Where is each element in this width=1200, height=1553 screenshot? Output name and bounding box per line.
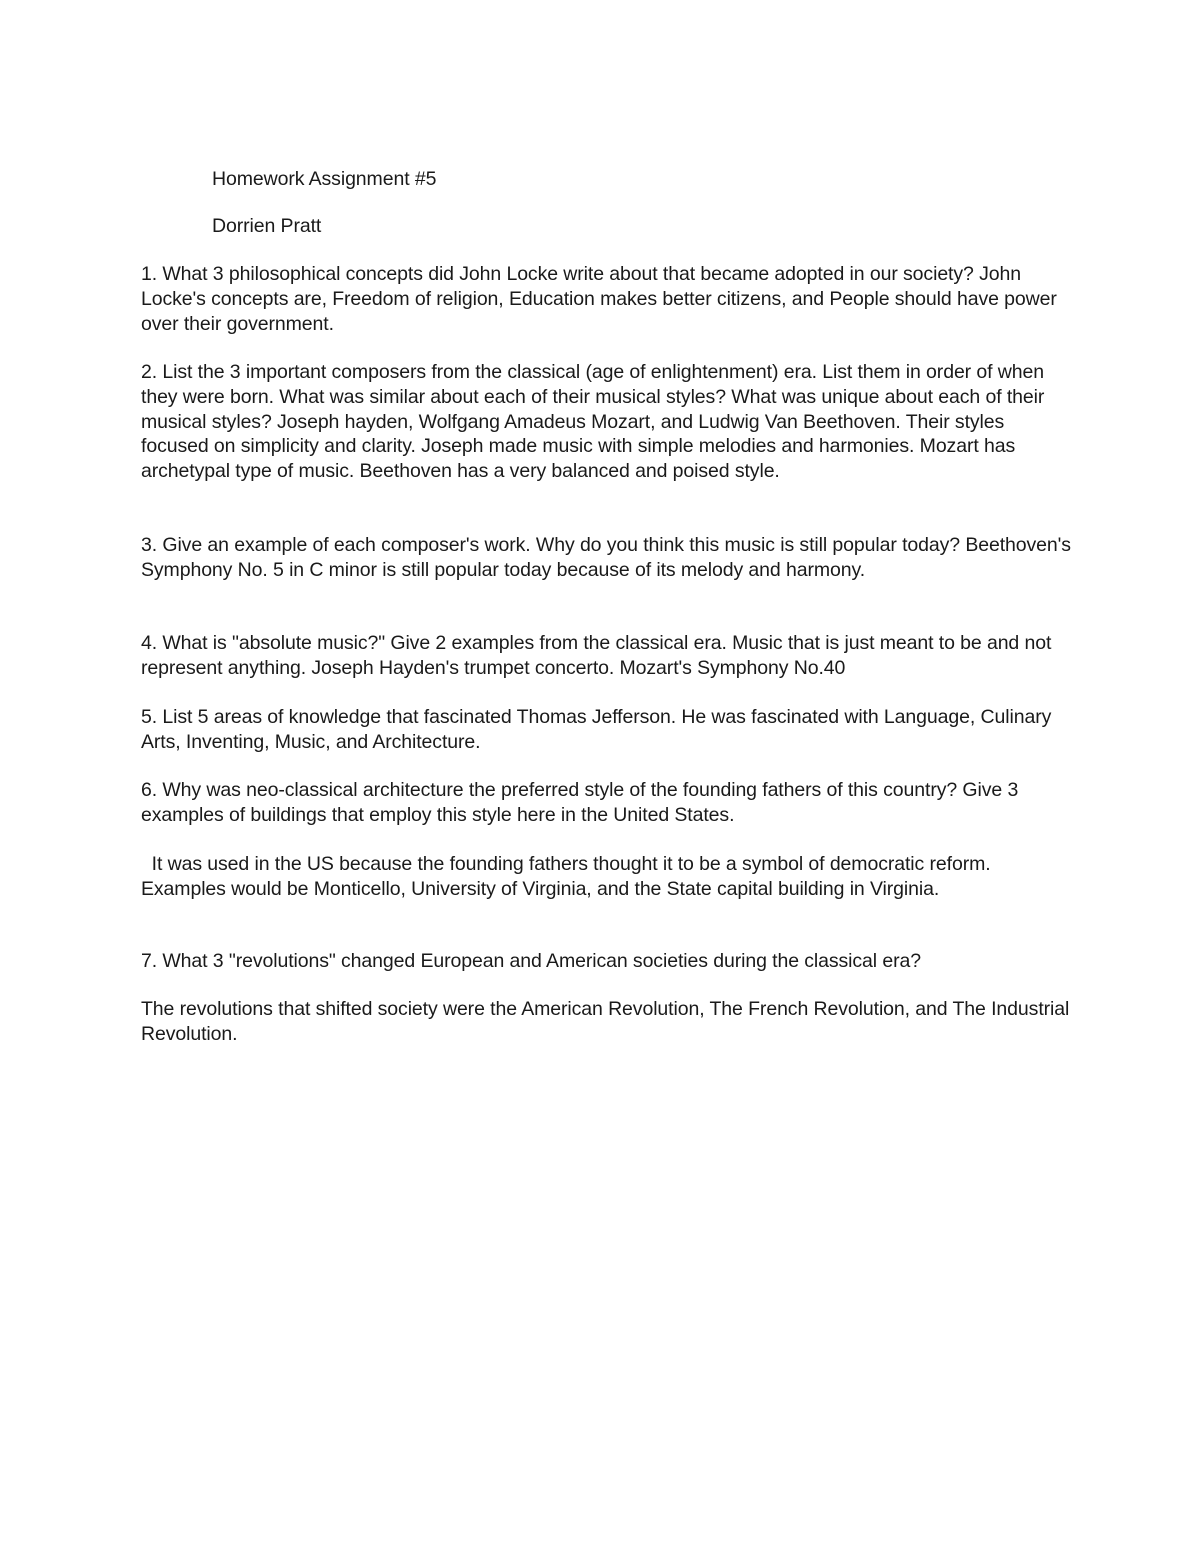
question-2-paragraph: 2. List the 3 important composers from the classical (age of enlightenment) era. List them in order of when they were born. What was similar about each of their musical styles? What was unique about each of their musical styles? Joseph hayden, Wolfgang Amadeus Mozart, and Ludwig Van Beethoven. Their styles focused on simplicity and clarity. Joseph made music with simple melodies and harmonies. Mozart has archetypal type of music. Beethoven has a very balanced and poised style. bbox=[141, 361, 1045, 483]
question-6-paragraph: 6. Why was neo-classical architecture the preferred style of the founding fathers of this country? Give 3 examples of buildings that employ this style here in the United States. bbox=[141, 779, 1019, 826]
question-1-paragraph: 1. What 3 philosophical concepts did John Locke write about that became adopted in our society? John Locke's concepts are, Freedom of religion, Education makes better citizens, and People should have power over their government. bbox=[141, 263, 1057, 335]
question-5-paragraph: 5. List 5 areas of knowledge that fascinated Thomas Jefferson. He was fascinated with Language, Culinary Arts, Inventing, Music, and Architecture. bbox=[141, 706, 1052, 753]
answer-7-paragraph: The revolutions that shifted society were the American Revolution, The French Revolution, and The Industrial Revolution. bbox=[141, 998, 1070, 1045]
author-name: Dorrien Pratt bbox=[212, 215, 322, 237]
question-4-paragraph: 4. What is "absolute music?" Give 2 examples from the classical era. Music that is just meant to be and not represent anything. Joseph Hayden's trumpet concerto. Mozart's Symphony No.40 bbox=[141, 632, 1052, 679]
question-3-paragraph: 3. Give an example of each composer's work. Why do you think this music is still popular today? Beethoven's Symphony No. 5 in C minor is still popular today because of its melody and harmony. bbox=[141, 534, 1071, 581]
answer-6-paragraph: It was used in the US because the founding fathers thought it to be a symbol of democratic reform. Examples would be Monticello, University of Virginia, and the State capital building in Virginia. bbox=[141, 853, 996, 900]
question-7-paragraph: 7. What 3 "revolutions" changed European and American societies during the classical era? bbox=[141, 950, 921, 972]
document-title: Homework Assignment #5 bbox=[212, 168, 437, 190]
